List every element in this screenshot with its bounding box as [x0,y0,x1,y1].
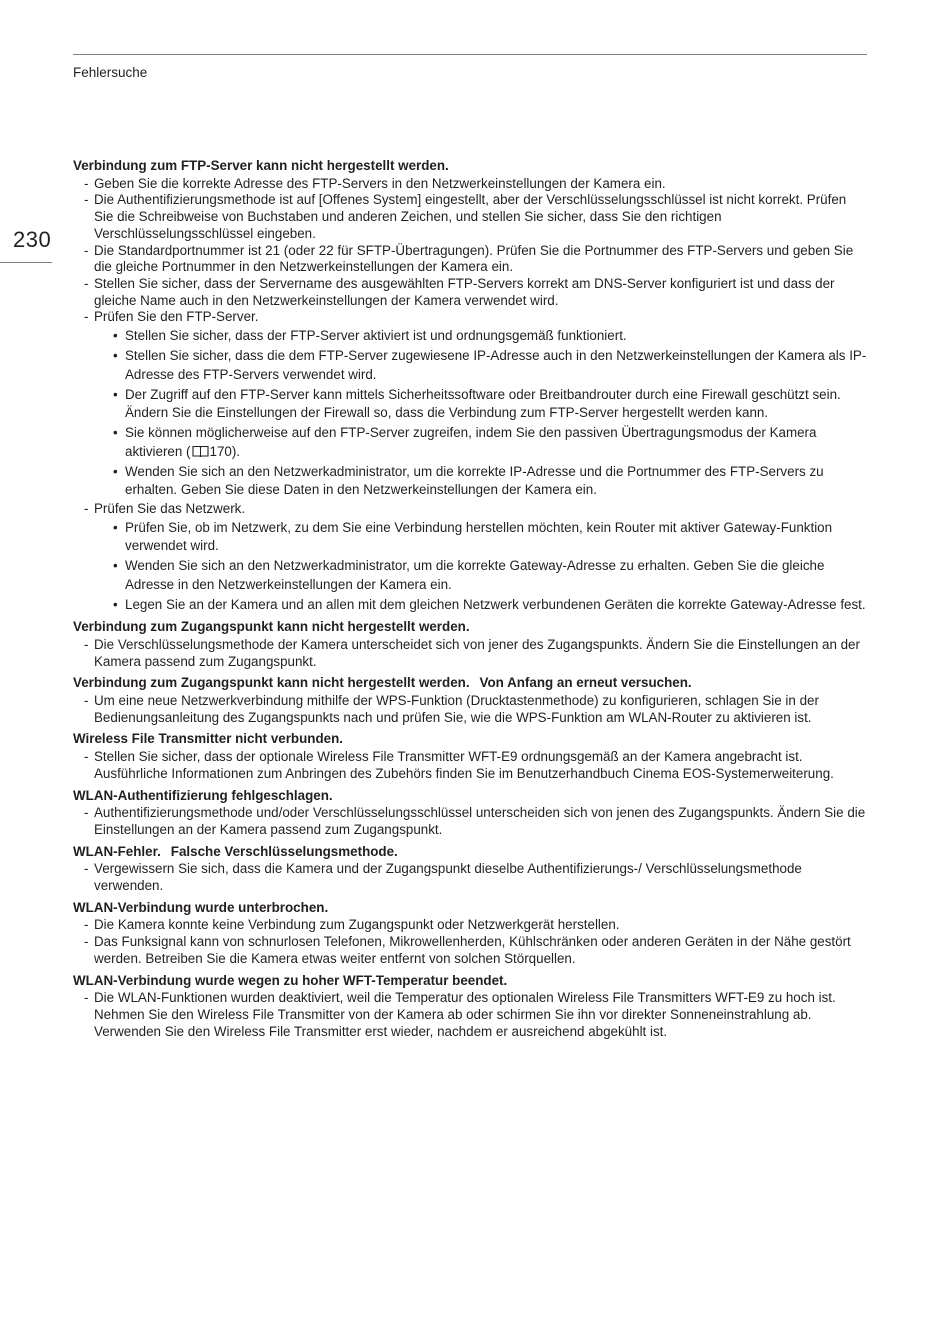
section-title-text: WLAN-Verbindung wurde unterbrochen. [73,899,329,915]
bullet-item [94,347,867,384]
bullet-text: Sie können möglicherweise auf den FTP-Server zugreifen, indem Sie den passiven Übertragungsmodus der Kamera aktivieren ( [125,425,817,459]
list-item [73,990,867,1040]
section-title-detail: Falsche Verschlüsselungsmethode. [170,843,398,859]
bullet-marker: • [113,463,118,479]
list-item-text: Die Authentifizierungsmethode ist auf [Offenes System] eingestellt, aber der Verschlüsselungsschlüssel ist nicht korrekt. Prüfen Sie die Schreibweise von Buchstaben und anderen Zeichen, und stellen Sie sicher, dass Sie den richtigen Verschlüsselungsschlüssel eingeben. [94,192,847,241]
troubleshooting-section [73,619,867,670]
bullet-item [94,386,867,423]
bullet-text: Wenden Sie sich an den Netzwerkadministrator, um die korrekte Gateway-Adresse zu erhalten. Geben Sie die gleiche Adresse in den Netzwerkeinstellungen der Kamera ein. [125,558,825,592]
section-title [73,619,867,636]
section-title [73,973,867,990]
book-icon [192,445,209,457]
bullet-item [94,557,867,594]
bullet-marker: • [113,596,118,612]
bullet-text: Wenden Sie sich an den Netzwerkadministrator, um die korrekte IP-Adresse und die Portnummer des FTP-Servers zu erhalten. Geben Sie diese Daten in den Netzwerkeinstellungen der Kamera ein. [125,463,824,498]
section-title [73,844,867,861]
page-reference-suffix: ). [231,443,241,459]
section-title-text: Verbindung zum Zugangspunkt kann nicht hergestellt werden. [73,619,470,635]
bullet-item [94,424,867,461]
dash-marker: - [84,934,89,950]
troubleshooting-section [73,973,867,1041]
bullet-marker: • [113,348,118,364]
troubleshooting-section [73,731,867,782]
dash-marker: - [84,242,89,258]
list-item [73,176,867,193]
bullet-text: Prüfen Sie, ob im Netzwerk, zu dem Sie eine Verbindung herstellen möchten, kein Router mit aktiver Gateway-Funktion verwendet wird. [125,519,833,554]
list-item-text: Um eine neue Netzwerkverbindung mithilfe der WPS-Funktion (Drucktastenmethode) zu konfigurieren, schlagen Sie in der Bedienungsanleitung des Zugangspunkts nach und prüfen Sie, wie die WPS-Funktion am WLAN-Router zu aktivieren ist. [94,693,819,725]
bullet-marker: • [113,558,118,574]
page-reference: 170 [209,443,232,459]
list-item [73,805,867,838]
section-title-text: WLAN-Fehler. [73,843,161,859]
list-item [73,243,867,276]
dash-marker: - [84,917,89,933]
header-rule [73,54,867,55]
bullet-item [94,596,867,615]
dash-marker: - [84,501,89,517]
dash-marker: - [84,309,89,325]
list-item-text: Prüfen Sie den FTP-Server. [94,309,259,325]
dash-marker: - [84,275,89,291]
dash-marker: - [84,636,89,652]
section-title-text: WLAN-Verbindung wurde wegen zu hoher WFT-Temperatur beendet. [73,972,508,988]
troubleshooting-section [73,788,867,839]
bullet-item [94,327,867,346]
section-title-text: Verbindung zum Zugangspunkt kann nicht hergestellt werden. [73,675,470,691]
section-title-text: WLAN-Authentifizierung fehlgeschlagen. [73,787,333,803]
list-item-text: Geben Sie die korrekte Adresse des FTP-Servers in den Netzwerkeinstellungen der Kamera ein. [94,175,666,191]
page-number-rule [0,262,52,263]
list-item-text: Die Kamera konnte keine Verbindung zum Zugangspunkt oder Netzwerkgerät herstellen. [94,917,620,933]
section-title-text: Verbindung zum FTP-Server kann nicht hergestellt werden. [73,158,449,173]
bullet-marker: • [113,519,118,535]
list-item-text: Prüfen Sie das Netzwerk. [94,501,246,517]
bullet-list [94,519,867,615]
list-item-text: Die Standardportnummer ist 21 (oder 22 für SFTP-Übertragungen). Prüfen Sie die Portnummer des FTP-Servers und geben Sie die gleiche Portnummer in den Netzwerkeinstellungen der Kamera ein. [94,242,854,275]
dash-marker: - [84,749,89,765]
troubleshooting-content [73,158,867,1045]
list-item [73,276,867,309]
troubleshooting-section [73,675,867,726]
bullet-text: Stellen Sie sicher, dass die dem FTP-Server zugewiesene IP-Adresse auch in den Netzwerkeinstellungen der Kamera als IP-Adresse des FTP-Servers verwendet wird. [125,348,867,382]
dash-marker: - [84,805,89,821]
list-item [73,192,867,242]
dash-marker: - [84,693,89,709]
bullet-text: Der Zugriff auf den FTP-Server kann mittels Sicherheitssoftware oder Breitbandrouter durch eine Firewall geschützt sein. Ändern Sie die Einstellungen der Firewall so, dass die Verbindung zum FTP-Server hergestellt werden kann. [125,386,841,421]
list-item [73,749,867,782]
list-item-text: Stellen Sie sicher, dass der optionale Wireless File Transmitter WFT-E9 ordnungsgemäß an der Kamera angebracht ist. Ausführliche Informationen zum Anbringen des Zubehörs finden Sie im Benutzerhandbuch Cinema EOS-Systemerweiterung. [94,749,834,781]
troubleshooting-section [73,900,867,968]
bullet-text: Stellen Sie sicher, dass der FTP-Server aktiviert ist und ordnungsgemäß funktioniert. [125,328,627,344]
section-header: Fehlersuche [73,65,148,80]
dash-marker: - [84,192,89,208]
list-item [73,309,867,499]
bullet-text: Legen Sie an der Kamera und an allen mit dem gleichen Netzwerk verbundenen Geräten die korrekte Gateway-Adresse fest. [125,596,866,612]
troubleshooting-section [73,158,867,614]
bullet-marker: • [113,386,118,402]
dash-marker: - [84,990,89,1006]
section-title-detail: Von Anfang an erneut versuchen. [479,675,692,691]
list-item-text: Stellen Sie sicher, dass der Servername des ausgewählten FTP-Servers korrekt am DNS-Server konfiguriert ist und dass der gleiche Name auch in den Netzwerkeinstellungen der Kamera verwendet wird. [94,275,835,308]
list-item-text: Authentifizierungsmethode und/oder Verschlüsselungsschlüssel unterscheiden sich von jenen des Zugangspunkts. Ändern Sie die Einstellungen an der Kamera passend zum Zugangspunkt. [94,805,866,837]
list-item [73,693,867,726]
list-item-text: Das Funksignal kann von schnurlosen Telefonen, Mikrowellenherden, Kühlschränken oder anderen Geräten in der Nähe gestört werden. Betreiben Sie die Kamera etwas weiter entfernt von solchen Störquellen. [94,934,851,966]
list-item [73,917,867,934]
bullet-item [94,463,867,500]
list-item-text: Die Verschlüsselungsmethode der Kamera unterscheidet sich von jener des Zugangspunkts. Ändern Sie die Einstellungen an der Kamera passend zum Zugangspunkt. [94,636,860,669]
section-title [73,900,867,917]
section-title-text: Wireless File Transmitter nicht verbunden. [73,731,343,747]
section-title [73,675,867,692]
dash-marker: - [84,175,89,191]
bullet-item [94,519,867,556]
list-item [73,861,867,894]
page-number: 230 [13,227,52,252]
list-item-text: Vergewissern Sie sich, dass die Kamera und der Zugangspunkt dieselbe Authentifizierungs-/ Verschlüsselungsmethode verwenden. [94,861,802,894]
section-title [73,158,867,175]
section-title [73,788,867,805]
list-item [73,501,867,614]
bullet-list [94,327,867,500]
bullet-marker: • [113,425,118,441]
troubleshooting-section [73,844,867,895]
list-item [73,637,867,670]
bullet-marker: • [113,328,118,344]
section-title [73,731,867,748]
list-item [73,934,867,967]
dash-marker: - [84,861,89,877]
list-item-text: Die WLAN-Funktionen wurden deaktiviert, weil die Temperatur des optionalen Wireless File Transmitters WFT-E9 zu hoch ist. Nehmen Sie den Wireless File Transmitter von der Kamera ab oder schirmen Sie ihn vor direkter Sonneneinstrahlung ab. Verwenden Sie den Wireless File Transmitter erst wieder, nachdem er ausreichend abgekühlt ist. [94,990,836,1039]
